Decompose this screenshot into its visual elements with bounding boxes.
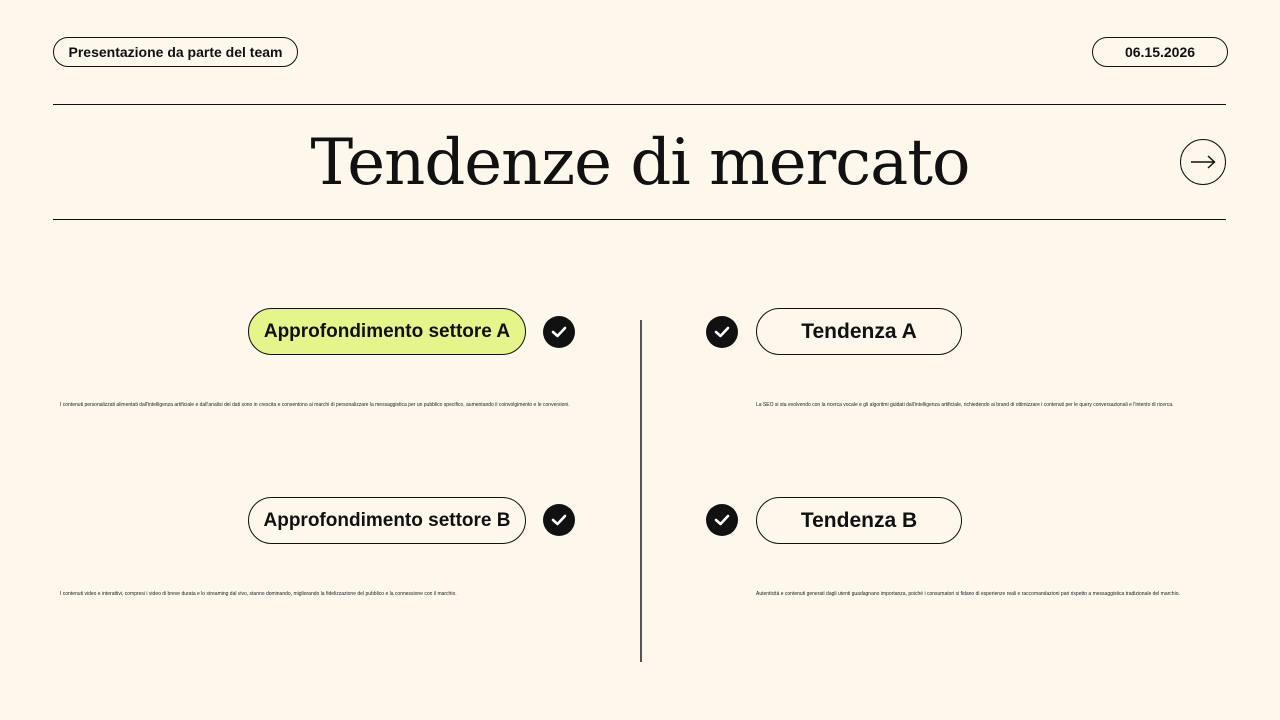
check-icon [706, 504, 738, 536]
next-button[interactable] [1180, 139, 1226, 185]
check-icon [543, 504, 575, 536]
team-label-pill [53, 37, 298, 67]
section-b-tab[interactable] [248, 497, 526, 544]
section-a-tab[interactable] [248, 308, 526, 355]
trend-b-description: Autenticità e contenuti generati dagli utenti guadagnano importanza, poiché i consumatori si fidano di esperienze reali e raccomandazioni pari rispetto a messaggistica tradizionale del marchio. [756, 591, 1180, 597]
title-top-rule [53, 104, 1226, 105]
section-b-label: Approfondimento settore B [263, 509, 511, 531]
section-a-description: I contenuti personalizzati alimentati dall'intelligenza artificiale e dall'analisi dei dati sono in crescita e consentono ai marchi di personalizzare la messaggistica per un pubblico specifico, aumentando il coinvolgimento e le conversioni. [60, 402, 570, 408]
check-icon [543, 316, 575, 348]
check-icon [706, 316, 738, 348]
trend-a-tab[interactable] [756, 308, 962, 355]
date-label: 06.15.2026 [1124, 44, 1196, 60]
arrow-right-icon [1190, 155, 1216, 169]
column-divider [640, 320, 642, 662]
trend-b-tab[interactable] [756, 497, 962, 544]
date-pill [1092, 37, 1228, 67]
page-title: Tendenze di mercato [310, 126, 970, 200]
trend-a-label: Tendenza A [801, 319, 917, 343]
trend-a-description: La SEO si sta evolvendo con la ricerca vocale e gli algoritmi guidati dall'intelligenza artificiale, richiedendo ai brand di ottimizzare i contenuti per le query conversazionali e l'intento di ricerca. [756, 402, 1174, 408]
title-bottom-rule [53, 219, 1226, 220]
section-b-description: I contenuti video e interattivi, compresi i video di breve durata e lo streaming dal vivo, stanno dominando, migliorando la fidelizzazione del pubblico e la connessione con il marchio. [60, 591, 457, 597]
trend-b-label: Tendenza B [800, 508, 918, 532]
section-a-label: Approfondimento settore A [263, 320, 511, 342]
team-label: Presentazione da parte del team [68, 44, 283, 60]
